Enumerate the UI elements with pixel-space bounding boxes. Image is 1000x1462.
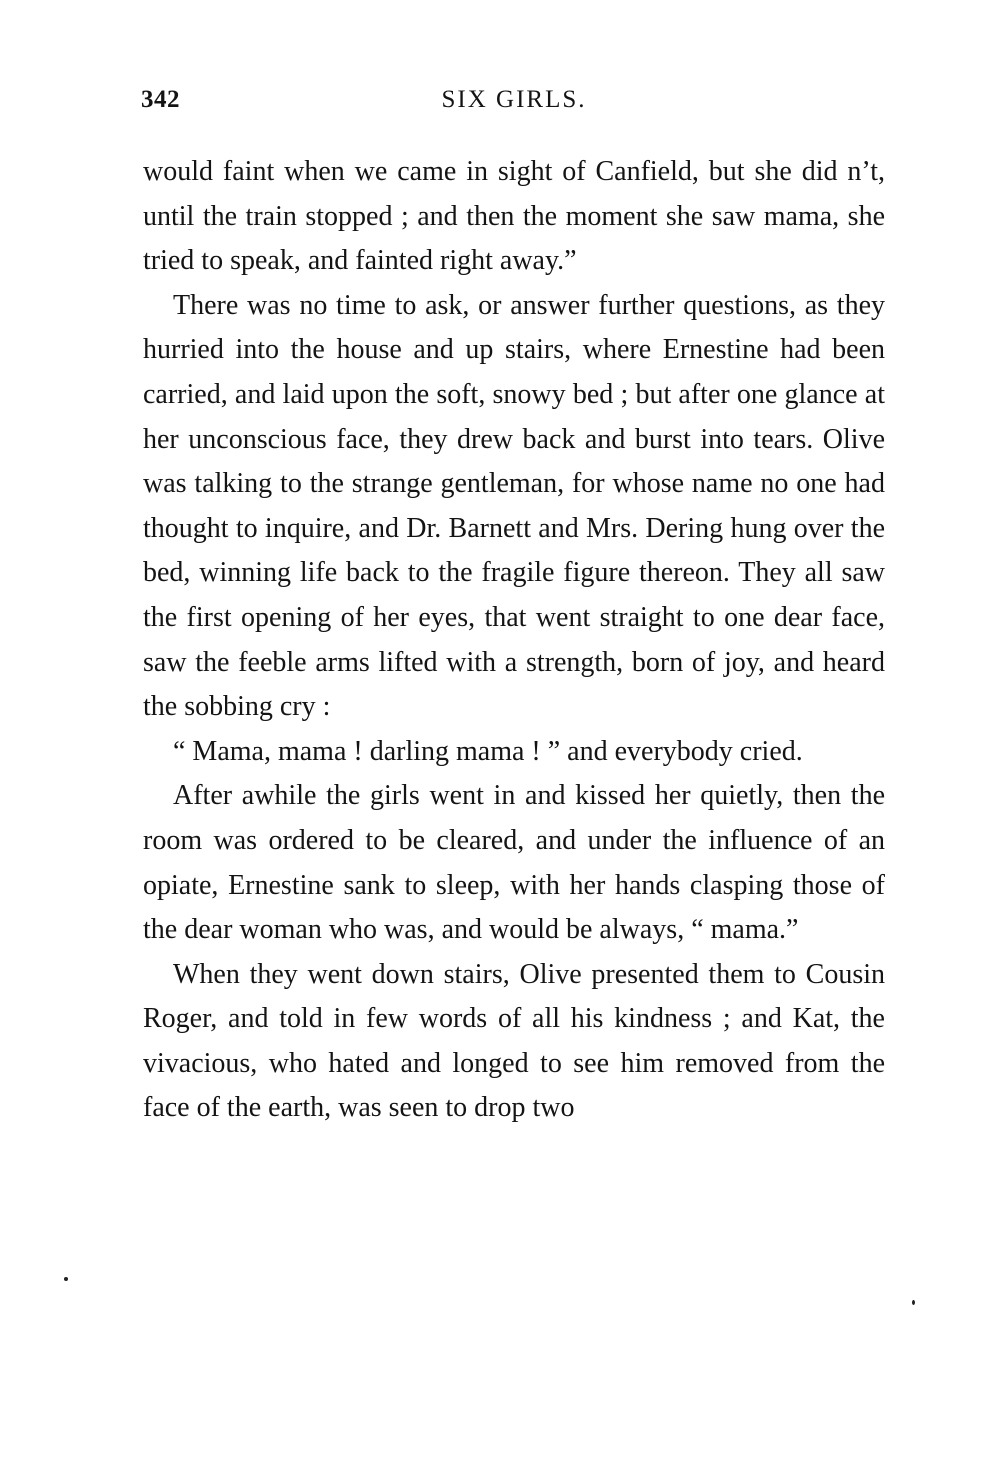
paragraph: “ Mama, mama ! darling mama ! ” and everybody cried. bbox=[173, 735, 803, 767]
running-title: SIX GIRLS. bbox=[441, 86, 587, 113]
page-number: 342 bbox=[141, 86, 180, 113]
scan-speck bbox=[64, 1277, 68, 1281]
body-text bbox=[143, 150, 885, 1131]
paragraph: There was no time to ask, or answer further questions, as they hurried into the house and up stairs, where Ernestine had been carried, and laid upon the soft, snowy bed ; but after one glance at her unconscious face, they drew back and burst into tears. Olive was talking to the strange gentleman, for whose name no one had thought to inquire, and Dr. Barnett and Mrs. Dering hung over the bed, winning life back to the fragile figure thereon. They all saw the first opening of her eyes, that went straight to one dear face, saw the feeble arms lifted with a strength, born of joy, and heard the sobbing cry : bbox=[143, 289, 885, 723]
paragraph: After awhile the girls went in and kissed her quietly, then the room was ordered to be cleared, and under the influence of an opiate, Ernestine sank to sleep, with her hands clasping those of the dear woman who was, and would be always, “ mama.” bbox=[143, 780, 885, 946]
page-header bbox=[141, 86, 887, 126]
scan-speck bbox=[912, 1300, 915, 1305]
paragraph: When they went down stairs, Olive presented them to Cousin Roger, and told in few words of all his kindness ; and Kat, the vivacious, who hated and longed to see him removed from the face of the earth, was seen to drop two bbox=[143, 958, 885, 1124]
paragraph-continuation: would faint when we came in sight of Canfield, but she did n’t, until the train stopped ; and then the moment she saw mama, she tried to speak, and fainted right away.” bbox=[143, 156, 885, 277]
